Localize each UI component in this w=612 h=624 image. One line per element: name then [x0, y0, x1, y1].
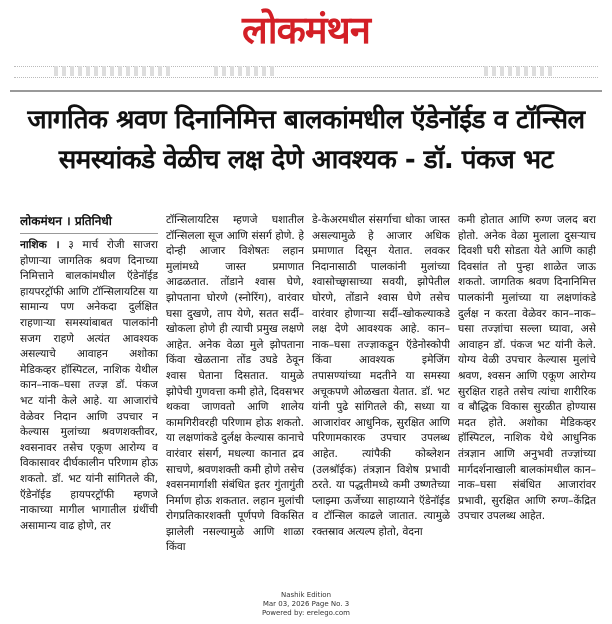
- footer-date-page: Mar 03, 2026 Page No. 3: [262, 600, 350, 608]
- headline-line-1: जागतिक श्रवण दिनानिमित्त बालकांमधील ऍडेनॉईड व टॉन्सिल: [27, 105, 585, 135]
- masthead-info-strip: [14, 66, 598, 78]
- article-body: [20, 213, 596, 591]
- article-column-2: [166, 213, 304, 591]
- article-headline: [14, 100, 598, 180]
- column-1-text: [20, 238, 158, 534]
- footer-powered-by[interactable]: Powered by: erelego.com: [261, 609, 350, 617]
- dateline-city: नाशिक ।: [20, 239, 60, 251]
- article-column-4: [458, 213, 596, 591]
- footer-edition: Nashik Edition: [280, 591, 332, 599]
- column-2-text: टॉन्सिलायटिस म्हणजे घशातील टॉन्सिलला सूज आणि संसर्ग होणे. हे दोन्ही आजार विशेषतः लहान मुलांमध्ये जास्त प्रमाणात आढळतात. तोंडाने श्वास घेणे, झोपताना घोरणे (स्नोरिंग), वारंवार घसा दुखणे, ताप येणे, सतत सर्दी–खोकला होणे ही त्याची प्रमुख लक्षणे आहेत. अनेक वेळा मुले झोपताना किंवा खेळताना तोंड उघडे ठेवून श्वास घेताना दिसतात. यामुळे झोपेची गुणवत्ता कमी होते, दिवसभर थकवा जाणवतो आणि शालेय कामगिरीवरही परिणाम होऊ शकतो. या लक्षणांकडे दुर्लक्ष केल्यास कानाचे वारंवार संसर्ग, मधल्या कानात द्रव साचणे, श्रवणशक्ती कमी होणे तसेच श्वसनमार्गाशी संबंधित इतर गुंतागुंती निर्माण होऊ शकतात. लहान मुलांची रोगप्रतिकारशक्ती पूर्णपणे विकसित झालेली नसल्यामुळे आणि शाळा किंवा: [166, 214, 304, 554]
- byline: लोकमंथन । प्रतिनिधी: [20, 214, 112, 228]
- byline-rule: [20, 233, 158, 234]
- masthead: [0, 0, 612, 62]
- column-4-text: कमी होतात आणि रुग्ण जलद बरा होतो. अनेक वेळा मुलाला दुसऱ्याच दिवशी घरी सोडता येते आणि काही दिवसांत तो पुन्हा शाळेत जाऊ शकतो. जागतिक श्रवण दिनानिमित्त पालकांनी मुलांच्या या लक्षणांकडे दुर्लक्ष न करता वेळेवर कान–नाक–घसा तज्ज्ञांचा सल्ला घ्यावा, असे आवाहन डॉ. पंकज भट यांनी केले. योग्य वेळी उपचार केल्यास मुलांचे श्रवण, श्वसन आणि एकूण आरोग्य सुरक्षित राहते तसेच त्यांचा शारीरिक व बौद्धिक विकास सुरळीत होण्यास मदत होते. अशोका मेडिकव्हर हॉस्पिटल, नाशिक येथे आधुनिक तंत्रज्ञान आणि अनुभवी तज्ज्ञांच्या मार्गदर्शनाखाली बालकांमधील कान–नाक–घसा संबंधित आजारांवर प्रभावी, सुरक्षित आणि रुग्ण–केंद्रित उपचार उपलब्ध आहेत.: [458, 214, 596, 523]
- page-footer: [0, 591, 612, 618]
- header-rule: [10, 90, 602, 92]
- article-column-1: [20, 213, 158, 591]
- article-column-3: [312, 213, 450, 591]
- headline-line-2: समस्यांकडे वेळीच लक्ष देणे आवश्यक - डॉ. पंकज भट: [58, 145, 554, 175]
- newspaper-logo: लोकमंथन: [242, 8, 370, 52]
- column-3-text: डे-केअरमधील संसर्गाचा धोका जास्त असल्यामुळे हे आजार अधिक प्रमाणात दिसून येतात. लवकर निदानासाठी पालकांनी मुलांच्या श्वासोच्छ्वासाच्या सवयी, झोपेतील घोरणे, तोंडाने श्वास घेणे तसेच वारंवार होणाऱ्या सर्दी–खोकल्याकडे लक्ष देणे आवश्यक आहे. कान–नाक–घसा तज्ज्ञाकडून ऍडेनोस्कोपी किंवा आवश्यक इमेजिंग तपासण्यांच्या मदतीने या समस्या अचूकपणे ओळखता येतात. डॉ. भट यांनी पुढे सांगितले की, सध्या या आजारांवर आधुनिक, सुरक्षित आणि परिणामकारक उपचार उपलब्ध आहेत. त्यांपैकी कोब्लेशन (उलश्रॉईक) तंत्रज्ञान विशेष प्रभावी ठरते. या पद्धतीमध्ये कमी उष्णतेच्या प्लाझ्मा ऊर्जेच्या साहाय्याने ऍडेनॉईड व टॉन्सिल काढले जातात. त्यामुळे रक्तस्राव अत्यल्प होतो, वेदना: [312, 214, 450, 538]
- column-1-body: ३ मार्च रोजी साजरा होणाऱ्या जागतिक श्रवण दिनाच्या निमित्ताने बालकांमधील ऍडेनॉईड हायपरट्रॉफी आणि टॉन्सिलायटिस या सामान्य पण अनेकदा दुर्लक्षित राहणाऱ्या समस्यांबाबत पालकांनी सजग राहणे अत्यंत आवश्यक असल्याचे आवाहन अशोका मेडिकव्हर हॉस्पिटल, नाशिक येथील कान–नाक–घसा तज्ज्ञ डॉ. पंकज भट यांनी केले आहे. या आजारांचे वेळेवर निदान आणि उपचार न केल्यास मुलांच्या श्रवणशक्तीवर, श्वसनावर तसेच एकूण आरोग्य व विकासावर दीर्घकालीन परिणाम होऊ शकतो. डॉ. भट यांनी सांगितले की, ऍडेनॉईड हायपरट्रॉफी म्हणजे नाकाच्या मागील भागातील ग्रंथींची असामान्य वाढ होणे, तर: [20, 239, 158, 532]
